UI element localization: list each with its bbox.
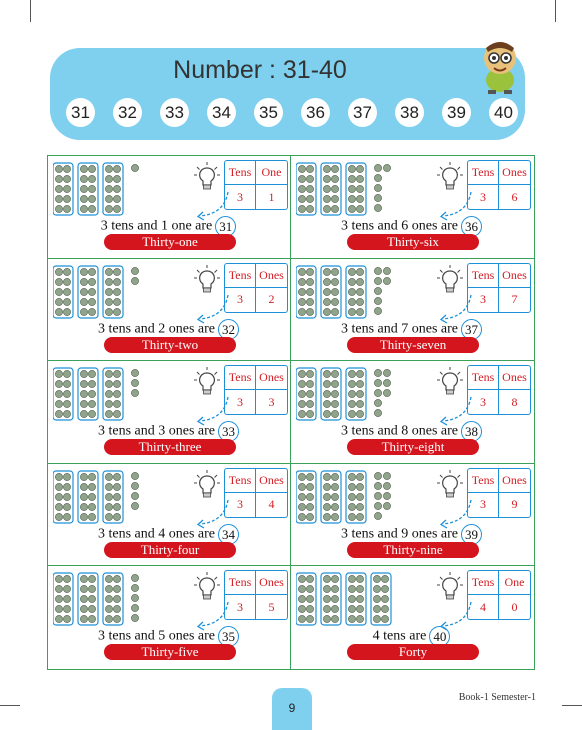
unit-cube-icon xyxy=(374,472,381,479)
number-card-35 xyxy=(48,566,291,669)
number-circle: 32 xyxy=(113,98,142,127)
base-ten-blocks xyxy=(53,572,156,627)
base-ten-blocks xyxy=(296,572,396,627)
sentence-text: 3 tens and 4 ones are xyxy=(97,526,216,542)
unit-cube-icon xyxy=(374,400,381,407)
number-card-39 xyxy=(291,464,534,567)
answer-circle: 35 xyxy=(218,626,239,647)
number-word-banner: Thirty-six xyxy=(347,234,479,250)
place-value-table xyxy=(467,263,531,313)
ten-rod-icon xyxy=(53,163,73,215)
number-card-33 xyxy=(48,361,291,464)
ten-rod-icon xyxy=(346,368,366,420)
ones-header: Ones xyxy=(256,264,287,288)
unit-cube-icon xyxy=(374,482,381,489)
number-circle: 39 xyxy=(442,98,471,127)
unit-cube-icon xyxy=(131,605,138,612)
ten-rod-icon xyxy=(296,163,316,215)
unit-cube-icon xyxy=(374,164,381,171)
place-value-table xyxy=(467,365,531,415)
base-ten-blocks xyxy=(53,367,156,422)
unit-cube-icon xyxy=(374,370,381,377)
number-circle: 37 xyxy=(348,98,377,127)
number-circle: 35 xyxy=(254,98,283,127)
tens-digit: 3 xyxy=(468,288,499,312)
ten-rod-icon xyxy=(78,368,98,420)
ten-rod-icon xyxy=(53,573,73,625)
answer-circle: 34 xyxy=(218,524,239,545)
unit-cube-icon xyxy=(374,194,381,201)
tens-header: Tens xyxy=(225,571,256,595)
ten-rod-icon xyxy=(78,266,98,318)
ten-rod-icon xyxy=(103,471,123,523)
number-card-32 xyxy=(48,259,291,362)
unit-cube-icon xyxy=(131,585,138,592)
crop-mark xyxy=(30,0,31,22)
tens-digit: 3 xyxy=(225,185,256,209)
ones-digit: 2 xyxy=(268,292,275,307)
number-word-banner: Thirty-five xyxy=(104,644,236,660)
tens-header: Tens xyxy=(468,366,499,390)
mascot-icon xyxy=(476,36,524,94)
page-title: Number : 31-40 xyxy=(173,56,347,84)
number-card-37 xyxy=(291,259,534,362)
crop-mark xyxy=(555,0,556,22)
ten-rod-icon xyxy=(78,471,98,523)
ten-rod-icon xyxy=(296,471,316,523)
unit-cube-icon xyxy=(383,492,390,499)
ones-header: Ones xyxy=(499,161,530,185)
place-value-table xyxy=(224,468,288,518)
ten-rod-icon xyxy=(321,471,341,523)
tens-digit: 3 xyxy=(468,493,499,517)
unit-cube-icon xyxy=(383,267,390,274)
sentence-text: 3 tens and 9 ones are xyxy=(340,526,459,542)
ten-rod-icon xyxy=(103,368,123,420)
base-ten-blocks xyxy=(53,265,156,320)
number-row xyxy=(66,98,518,127)
ten-rod-icon xyxy=(346,471,366,523)
sentence-text: 4 tens are xyxy=(372,629,427,645)
ones-digit: 6 xyxy=(511,189,518,204)
answer-circle: 40 xyxy=(429,626,450,647)
answer-circle: 39 xyxy=(461,524,482,545)
tens-header: Tens xyxy=(468,264,499,288)
place-value-table xyxy=(467,468,531,518)
tens-digit: 3 xyxy=(225,595,256,619)
unit-cube-icon xyxy=(374,174,381,181)
base-ten-blocks xyxy=(296,367,399,422)
number-word-banner: Thirty-seven xyxy=(347,337,479,353)
ones-header: Ones xyxy=(499,469,530,493)
ones-header: Ones xyxy=(256,469,287,493)
number-word-banner: Thirty-one xyxy=(104,234,236,250)
answer-circle: 32 xyxy=(218,319,239,340)
unit-cube-icon xyxy=(131,277,138,284)
ten-rod-icon xyxy=(53,471,73,523)
ten-rod-icon xyxy=(53,266,73,318)
unit-cube-icon xyxy=(383,164,390,171)
ten-rod-icon xyxy=(103,266,123,318)
unit-cube-icon xyxy=(383,502,390,509)
ten-rod-icon xyxy=(346,163,366,215)
ones-digit: 5 xyxy=(268,599,275,614)
ten-rod-icon xyxy=(321,573,341,625)
ten-rod-icon xyxy=(103,163,123,215)
unit-cube-icon xyxy=(131,492,138,499)
unit-cube-icon xyxy=(131,575,138,582)
unit-cube-icon xyxy=(374,184,381,191)
ones-header: Ones xyxy=(256,366,287,390)
ones-header: Ones xyxy=(256,571,287,595)
number-card-31 xyxy=(48,156,291,259)
ten-rod-icon xyxy=(346,573,366,625)
answer-circle: 38 xyxy=(461,421,482,442)
ones-header: Ones xyxy=(499,366,530,390)
header-banner xyxy=(50,48,525,140)
base-ten-blocks xyxy=(53,162,156,217)
place-value-table xyxy=(224,570,288,620)
ten-rod-icon xyxy=(296,266,316,318)
unit-cube-icon xyxy=(374,287,381,294)
number-circle: 38 xyxy=(395,98,424,127)
sentence-text: 3 tens and 2 ones are xyxy=(97,321,216,337)
tens-digit: 3 xyxy=(225,390,256,414)
place-value-table xyxy=(224,160,288,210)
unit-cube-icon xyxy=(131,482,138,489)
book-label: Book-1 Semester-1 xyxy=(458,692,536,703)
unit-cube-icon xyxy=(374,390,381,397)
number-card-34 xyxy=(48,464,291,567)
base-ten-blocks xyxy=(296,470,399,525)
number-word-banner: Thirty-two xyxy=(104,337,236,353)
ten-rod-icon xyxy=(78,163,98,215)
tens-digit: 3 xyxy=(468,390,499,414)
unit-cube-icon xyxy=(374,297,381,304)
crop-mark xyxy=(562,705,582,706)
tens-digit: 3 xyxy=(225,493,256,517)
unit-cube-icon xyxy=(131,502,138,509)
unit-cube-icon xyxy=(374,380,381,387)
sentence-text: 3 tens and 5 ones are xyxy=(97,629,216,645)
number-card-36 xyxy=(291,156,534,259)
number-word-banner: Thirty-four xyxy=(104,542,236,558)
unit-cube-icon xyxy=(374,277,381,284)
unit-cube-icon xyxy=(374,204,381,211)
answer-circle: 36 xyxy=(461,216,482,237)
unit-cube-icon xyxy=(383,380,390,387)
ten-rod-icon xyxy=(296,573,316,625)
sentence-text: 3 tens and 7 ones are xyxy=(340,321,459,337)
ten-rod-icon xyxy=(321,266,341,318)
place-value-table xyxy=(224,365,288,415)
unit-cube-icon xyxy=(383,370,390,377)
place-value-table xyxy=(467,570,531,620)
unit-cube-icon xyxy=(374,492,381,499)
unit-cube-icon xyxy=(131,370,138,377)
ones-digit: 1 xyxy=(268,189,275,204)
number-card-40 xyxy=(291,566,534,669)
base-ten-blocks xyxy=(296,265,399,320)
ones-digit: 8 xyxy=(511,394,518,409)
unit-cube-icon xyxy=(383,482,390,489)
number-word-banner: Forty xyxy=(347,644,479,660)
unit-cube-icon xyxy=(383,277,390,284)
ones-digit: 4 xyxy=(268,497,275,512)
number-card-38 xyxy=(291,361,534,464)
unit-cube-icon xyxy=(374,512,381,519)
tens-header: Tens xyxy=(225,366,256,390)
sentence-text: 3 tens and 6 ones are xyxy=(340,218,459,234)
number-circle: 33 xyxy=(160,98,189,127)
ones-digit: 3 xyxy=(268,394,275,409)
ones-header: One xyxy=(499,571,530,595)
unit-cube-icon xyxy=(131,390,138,397)
ten-rod-icon xyxy=(296,368,316,420)
sentence-text: 3 tens and 8 ones are xyxy=(340,423,459,439)
unit-cube-icon xyxy=(131,380,138,387)
unit-cube-icon xyxy=(131,472,138,479)
sentence-text: 3 tens and 1 one are xyxy=(100,218,213,234)
answer-circle: 33 xyxy=(218,421,239,442)
number-circle: 31 xyxy=(66,98,95,127)
crop-mark xyxy=(0,705,20,706)
tens-header: Tens xyxy=(225,264,256,288)
ten-rod-icon xyxy=(103,573,123,625)
unit-cube-icon xyxy=(383,390,390,397)
tens-header: Tens xyxy=(468,469,499,493)
ten-rod-icon xyxy=(53,368,73,420)
tens-digit: 3 xyxy=(225,288,256,312)
place-value-table xyxy=(224,263,288,313)
unit-cube-icon xyxy=(131,164,138,171)
unit-cube-icon xyxy=(131,595,138,602)
number-word-banner: Thirty-nine xyxy=(347,542,479,558)
unit-cube-icon xyxy=(131,615,138,622)
tens-header: Tens xyxy=(225,469,256,493)
answer-circle: 31 xyxy=(215,216,236,237)
ones-header: One xyxy=(256,161,287,185)
unit-cube-icon xyxy=(131,267,138,274)
sentence-text: 3 tens and 3 ones are xyxy=(97,423,216,439)
base-ten-blocks xyxy=(53,470,156,525)
number-circle: 36 xyxy=(301,98,330,127)
number-word-banner: Thirty-eight xyxy=(347,439,479,455)
answer-circle: 37 xyxy=(461,319,482,340)
page-number: 9 xyxy=(272,688,312,730)
ones-digit: 9 xyxy=(511,497,518,512)
ten-rod-icon xyxy=(321,368,341,420)
place-value-table xyxy=(467,160,531,210)
base-ten-blocks xyxy=(296,162,399,217)
ten-rod-icon xyxy=(78,573,98,625)
number-circle: 40 xyxy=(489,98,518,127)
unit-cube-icon xyxy=(374,502,381,509)
tens-header: Tens xyxy=(468,161,499,185)
ten-rod-icon xyxy=(346,266,366,318)
tens-header: Tens xyxy=(225,161,256,185)
tens-digit: 4 xyxy=(468,595,499,619)
ten-rod-icon xyxy=(371,573,391,625)
unit-cube-icon xyxy=(374,267,381,274)
tens-header: Tens xyxy=(468,571,499,595)
number-circle: 34 xyxy=(207,98,236,127)
number-word-banner: Thirty-three xyxy=(104,439,236,455)
ones-header: Ones xyxy=(499,264,530,288)
ones-digit: 0 xyxy=(511,599,518,614)
tens-digit: 3 xyxy=(468,185,499,209)
place-value-grid xyxy=(47,155,535,670)
unit-cube-icon xyxy=(374,307,381,314)
unit-cube-icon xyxy=(383,472,390,479)
ones-digit: 7 xyxy=(511,292,518,307)
ten-rod-icon xyxy=(321,163,341,215)
unit-cube-icon xyxy=(374,410,381,417)
